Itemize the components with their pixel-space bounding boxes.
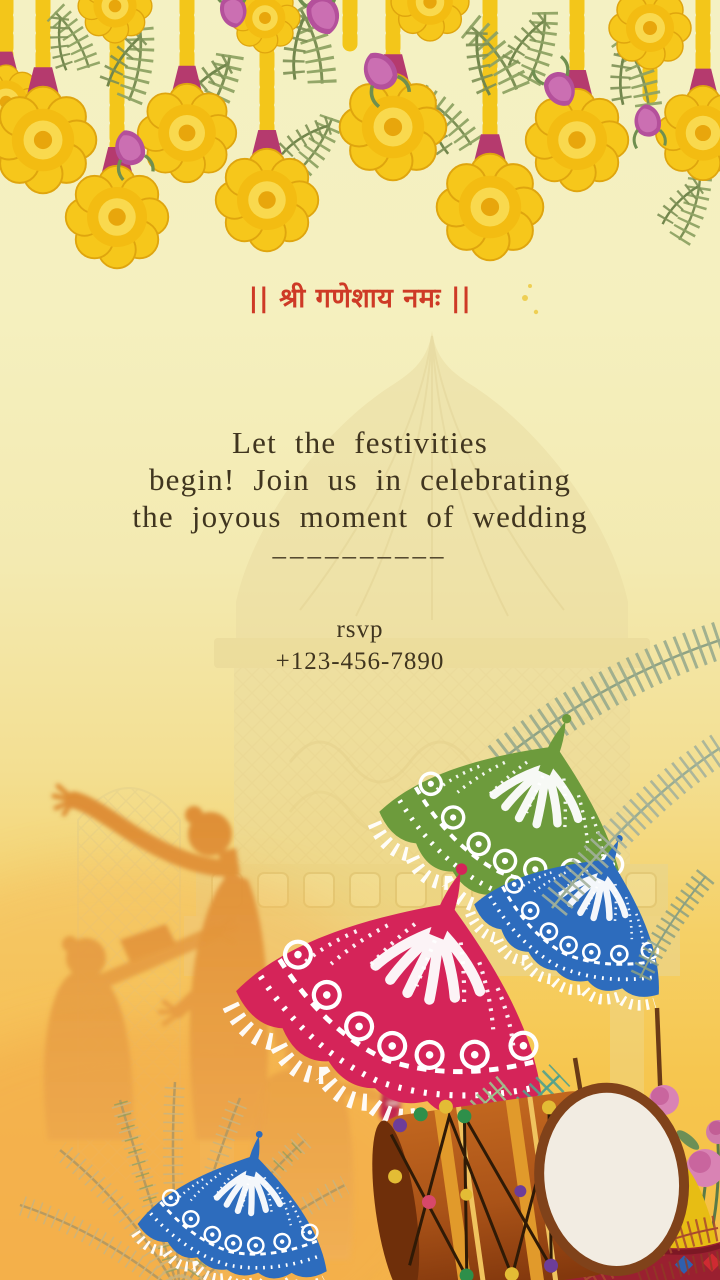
divider-dashes: –––––––––– [272, 540, 448, 570]
message-text [0, 424, 720, 535]
rsvp-phone: +123-456-7890 [275, 648, 445, 675]
invocation-text: || श्री गणेशाय नमः || [248, 283, 472, 314]
message-line-1: Let the festivities [231, 425, 488, 460]
marigold-garland [0, 0, 720, 314]
rsvp-label: rsvp [336, 616, 384, 643]
message-line-3: the joyous moment of wedding [132, 499, 588, 534]
message-line-2: begin! Join us in celebrating [148, 462, 572, 497]
